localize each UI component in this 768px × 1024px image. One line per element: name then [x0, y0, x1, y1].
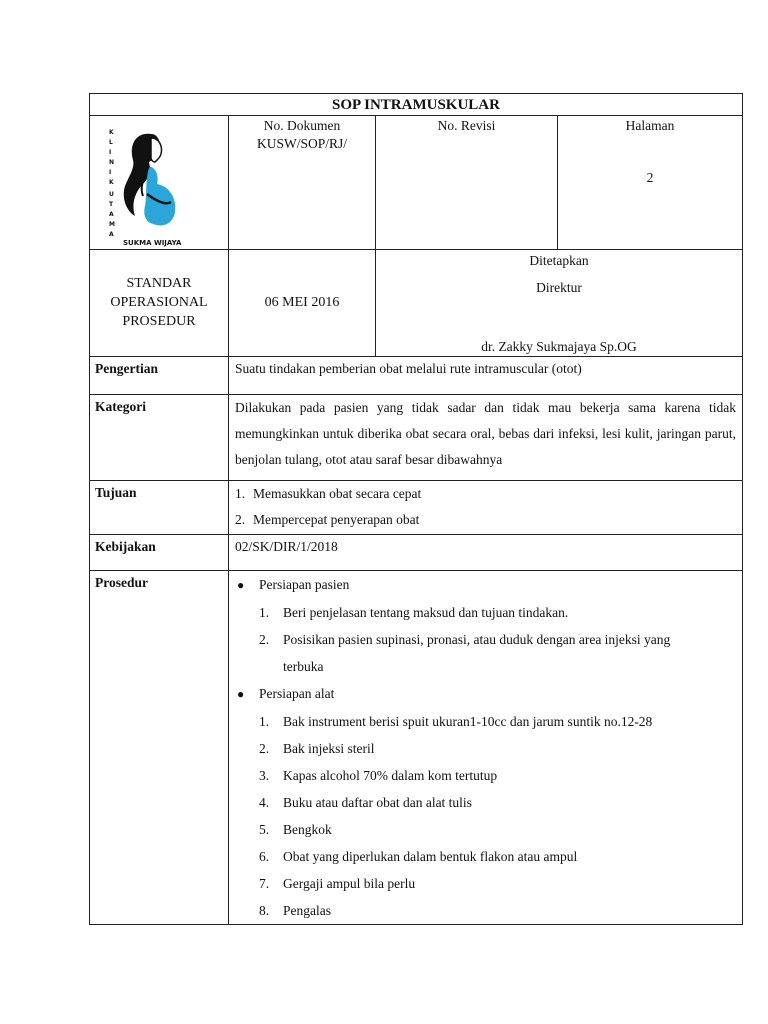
dokumen-label: No. Dokumen [263, 118, 341, 134]
standar-cell [90, 250, 229, 357]
date-cell [229, 250, 376, 357]
ditetapkan-cell [376, 250, 743, 357]
bullet-icon: ● [237, 578, 245, 593]
list-item: 3. Kapas alcohol 70% dalam kom tertutup [259, 768, 498, 784]
list-item: 6. Obat yang diperlukan dalam bentuk flakon atau ampul [259, 849, 578, 865]
document-date: 06 MEI 2016 [264, 294, 340, 310]
kategori-label: Kategori [90, 395, 229, 481]
list-item: 1. Bak instrument berisi spuit ukuran1-10cc dan jarum suntik no.12-28 [259, 714, 653, 730]
prosedur-cell [229, 571, 743, 925]
tujuan-cell [229, 481, 743, 535]
svg-text:T: T [109, 201, 114, 209]
list-item: 5. Bengkok [259, 822, 332, 838]
list-item: 7. Gergaji ampul bila perlu [259, 876, 416, 892]
logo-cell [90, 116, 229, 250]
pengertian-label: Pengertian [90, 357, 229, 395]
svg-text:I: I [109, 149, 112, 157]
list-item: 2. Mempercepat penyerapan obat [235, 512, 420, 528]
svg-text:I: I [109, 169, 112, 177]
list-item: ● Persiapan alat [229, 680, 742, 708]
document-title: SOP INTRAMUSKULAR [90, 94, 743, 116]
standar-line2: OPERASIONAL [110, 294, 208, 310]
halaman-label: Halaman [625, 118, 675, 134]
kategori-text: Dilakukan pada pasien yang tidak sadar dan tidak mau bekerja sama karena tidak memungkinkan untuk diberika obat secara oral, bebas dari infeksi, lesi kulit, jaringan parut, benjolan tulang, otot atau saraf besar dibawahnya [229, 395, 743, 481]
revisi-label: No. Revisi [437, 118, 496, 134]
list-item-continuation: terbuka [283, 659, 324, 675]
dokumen-cell [229, 116, 376, 250]
svg-text:K: K [109, 129, 114, 137]
logo-text: SUKMA WIJAYA [123, 238, 182, 247]
signatory-name: dr. Zakky Sukmajaya Sp.OG [481, 339, 637, 355]
list-item: 4. Buku atau daftar obat dan alat tulis [259, 795, 472, 811]
ditetapkan-label: Ditetapkan [529, 253, 589, 269]
svg-text:M: M [109, 221, 115, 229]
list-item: 2. Posisikan pasien supinasi, pronasi, atau duduk dengan area injeksi yang [259, 632, 671, 648]
svg-text:N: N [109, 159, 115, 167]
tujuan-list [235, 481, 736, 533]
revisi-cell [376, 116, 558, 250]
kebijakan-label: Kebijakan [90, 535, 229, 571]
bullet-icon: ● [237, 687, 245, 702]
halaman-cell [558, 116, 743, 250]
halaman-value: 2 [646, 170, 654, 186]
list-item: ● Persiapan pasien [229, 571, 742, 599]
list-item: 8. Pengalas [259, 903, 331, 919]
list-item: 1. Beri penjelasan tentang maksud dan tujuan tindakan. [259, 605, 569, 621]
direktur-label: Direktur [536, 280, 582, 296]
svg-text:A: A [109, 211, 114, 219]
list-item: 1. Memasukkan obat secara cepat [235, 486, 422, 502]
prosedur-label: Prosedur [90, 571, 229, 925]
tujuan-label: Tujuan [90, 481, 229, 535]
svg-text:K: K [109, 179, 114, 187]
sop-table [89, 93, 743, 925]
standar-line1: STANDAR [126, 275, 192, 291]
standar-line3: PROSEDUR [122, 313, 196, 329]
list-item: 2. Bak injeksi steril [259, 741, 375, 757]
clinic-logo [99, 124, 219, 247]
pengertian-text: Suatu tindakan pemberian obat melalui rute intramuscular (otot) [229, 357, 743, 395]
svg-text:U: U [109, 191, 114, 199]
dokumen-value: KUSW/SOP/RJ/ [256, 136, 348, 152]
kebijakan-text: 02/SK/DIR/1/2018 [229, 535, 743, 571]
svg-text:L: L [109, 139, 113, 147]
svg-text:A: A [109, 231, 114, 239]
pregnant-woman-logo-icon [99, 124, 219, 244]
